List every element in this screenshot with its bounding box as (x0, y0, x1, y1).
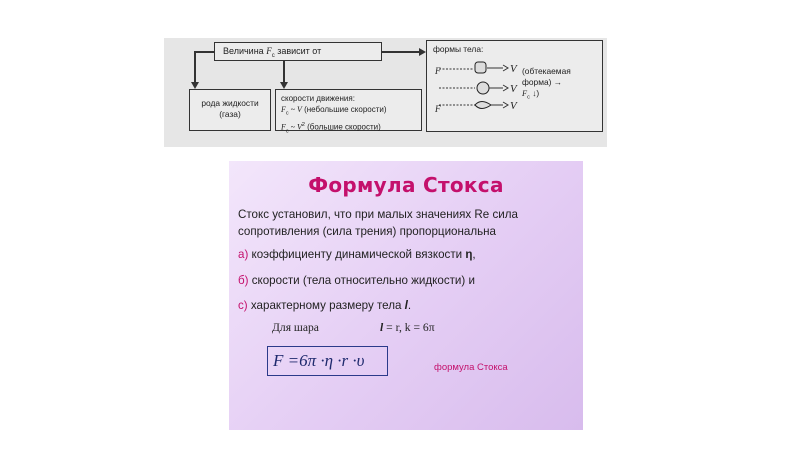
note-line1: (обтекаемая (522, 66, 571, 76)
item-key: а) (238, 248, 249, 261)
proportional-relation: ~ V (288, 105, 302, 114)
item-text: коэффициенту динамической вязкости (248, 248, 466, 261)
sphere-condition (380, 321, 435, 334)
speed-note: (небольшие скорости) (301, 105, 387, 114)
sphere-shape (477, 82, 489, 94)
streamlined-shape (475, 102, 491, 109)
proportional-relation: ~ V (288, 122, 302, 132)
connector-line (194, 51, 215, 53)
arrow-right-icon (419, 48, 426, 56)
connector-line (194, 51, 196, 83)
disc-body-row (435, 62, 518, 76)
stokes-formula-box: F =6π ·η ·r ·υ (267, 346, 388, 376)
velocity-label: V (510, 63, 517, 75)
formula-caption: формула Стокса (434, 362, 508, 373)
item-key: с) (238, 299, 248, 312)
streamlined-note (522, 66, 571, 104)
arrow-right-icon (503, 102, 508, 108)
stokes-formula-slide (229, 161, 583, 430)
speed-row-large (281, 120, 421, 137)
arrow-down-icon (280, 82, 288, 89)
item-symbol: η (465, 248, 473, 261)
shape-box-title: формы тела: (433, 44, 484, 54)
decrease-arrow: ↓) (532, 88, 540, 98)
force-symbol: F (281, 122, 286, 132)
slide-intro-text: Стокс установил, что при малых значениях Re сила сопротивления (сила трения) пропорциональна (238, 208, 518, 238)
proportional-item-speed (238, 274, 475, 287)
arrow-right-icon (503, 85, 508, 91)
speed-box-title: скорости движения: (281, 94, 355, 103)
item-end: . (407, 299, 412, 312)
length-symbol: l (380, 321, 384, 334)
body-shape-box (426, 40, 603, 132)
connector-line (382, 51, 419, 53)
arrow-right-icon (503, 65, 508, 71)
main-quantity-box (214, 42, 382, 61)
force-subscript: c (285, 110, 289, 117)
item-key: б) (238, 274, 249, 287)
proportional-item-size (238, 299, 411, 312)
force-label: F (435, 104, 441, 114)
item-symbol: l (404, 299, 408, 312)
sphere-condition-rest: = r, k = 6π (383, 321, 435, 334)
slide-title: Формула Стокса (308, 173, 504, 197)
streamlined-body-row (435, 100, 518, 114)
connector-line (283, 61, 285, 83)
force-subscript: c (527, 94, 530, 101)
velocity-label: V (510, 83, 517, 95)
force-symbol: F (522, 89, 528, 98)
power-superscript: 2 (301, 121, 305, 128)
force-label: F (435, 66, 441, 76)
item-text: характерному размеру тела (247, 299, 405, 312)
fluid-kind-line2: (газа) (219, 109, 241, 119)
disc-shape (475, 62, 486, 73)
speed-box (275, 89, 422, 134)
arrow-down-icon (191, 82, 199, 89)
proportional-item-viscosity (238, 248, 476, 261)
force-subscript: c (271, 52, 275, 59)
main-box-suffix: зависит от (274, 46, 322, 56)
sphere-body-row (439, 82, 518, 95)
speed-note: (большие скорости) (304, 122, 381, 132)
main-box-prefix: Величина (223, 46, 267, 56)
speed-row-small (281, 104, 421, 120)
item-text: скорости (тела относительно жидкости) и (248, 274, 475, 287)
velocity-label: V (510, 100, 517, 112)
sphere-label: Для шара (272, 321, 319, 334)
note-line2: форма) → (522, 77, 563, 87)
body-shapes-illustration (435, 57, 523, 127)
fluid-kind-line1: рода жидкости (201, 98, 259, 108)
force-symbol: F (266, 46, 272, 56)
force-subscript: c (285, 127, 289, 134)
force-symbol: F (281, 105, 286, 114)
fluid-kind-box (189, 89, 271, 131)
note-line3 (522, 88, 571, 104)
stokes-dependency-diagram (164, 38, 607, 147)
item-end: , (472, 248, 476, 261)
